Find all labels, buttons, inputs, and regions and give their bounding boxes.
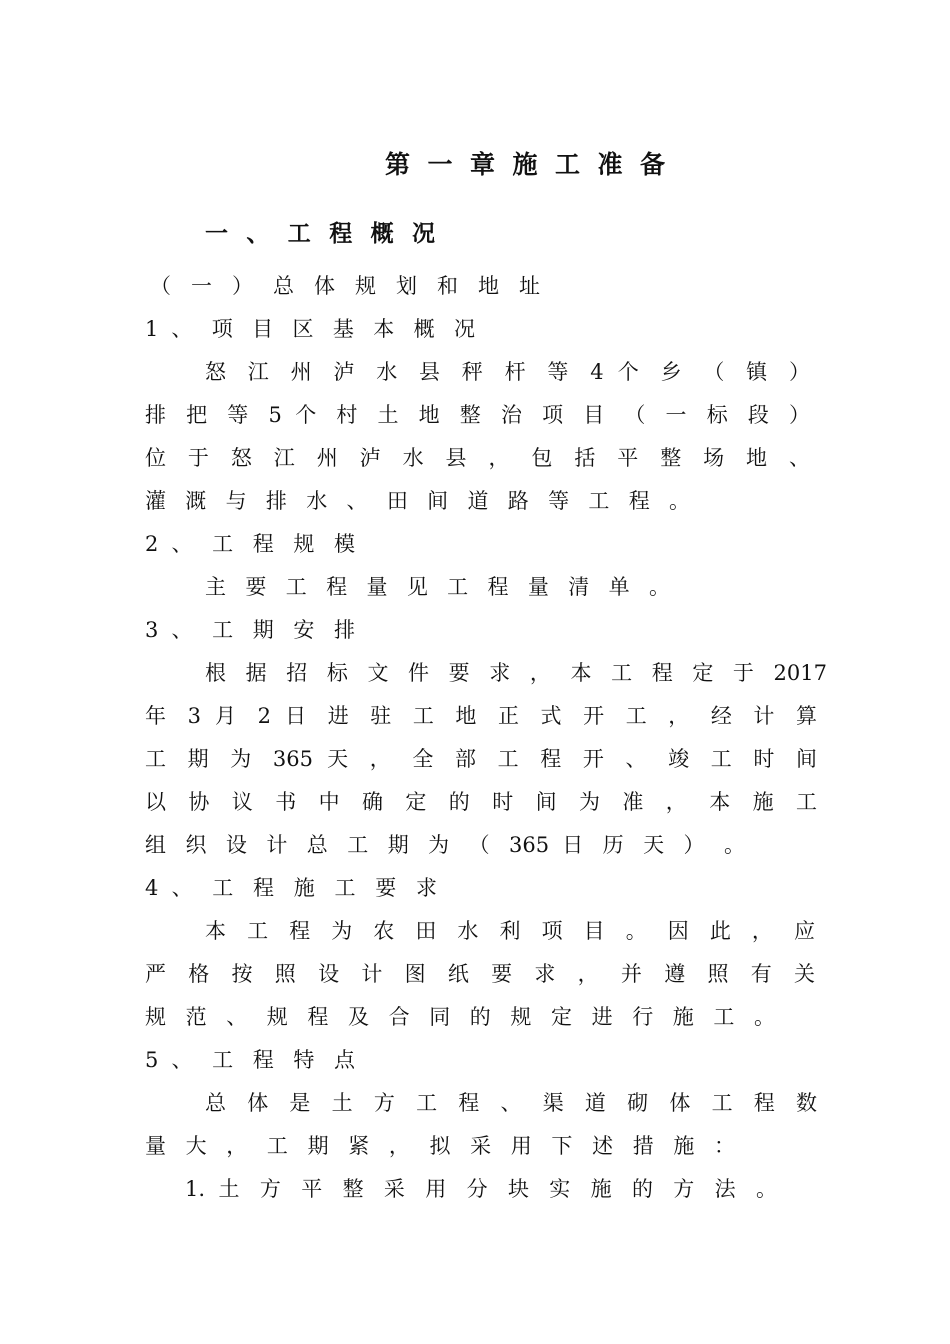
paragraph-line: 本 工 程 为 农 田 水 利 项 目 。 因 此 ， 应 bbox=[205, 919, 815, 943]
paragraph-line: 以 协 议 书 中 确 定 的 时 间 为 准 ， 本 施 工 bbox=[145, 790, 817, 814]
item-heading-4: 4 、 工 程 施 工 要 求 bbox=[145, 876, 437, 900]
item-heading-3: 3 、 工 期 安 排 bbox=[145, 618, 355, 642]
chapter-title: 第 一 章 施 工 准 备 bbox=[385, 150, 665, 179]
section-heading: 一 、 工 程 概 况 bbox=[205, 220, 435, 247]
paragraph-line: 位 于 怒 江 州 泸 水 县 ， 包 括 平 整 场 地 、 bbox=[145, 446, 810, 470]
list-item: 1. 土 方 平 整 采 用 分 块 实 施 的 方 法 。 bbox=[185, 1177, 777, 1201]
paragraph-line: 工 期 为 365 天 ， 全 部 工 程 开 、 竣 工 时 间 bbox=[145, 747, 817, 771]
paragraph-line: 严 格 按 照 设 计 图 纸 要 求 ， 并 遵 照 有 关 bbox=[145, 962, 815, 986]
item-heading-2: 2 、 工 程 规 模 bbox=[145, 532, 355, 556]
item-heading-5: 5 、 工 程 特 点 bbox=[145, 1048, 355, 1072]
paragraph-line: 主 要 工 程 量 见 工 程 量 清 单 。 bbox=[205, 575, 670, 599]
paragraph-line: 排 把 等 5 个 村 土 地 整 治 项 目 （ 一 标 段 ） bbox=[145, 403, 810, 427]
paragraph-line: 根 据 招 标 文 件 要 求 ， 本 工 程 定 于 2017 bbox=[205, 661, 827, 685]
paragraph-line: 年 3 月 2 日 进 驻 工 地 正 式 开 工 ， 经 计 算 bbox=[145, 704, 817, 728]
subsection-heading: （ 一 ） 总 体 规 划 和 地 址 bbox=[150, 274, 540, 298]
paragraph-line: 组 织 设 计 总 工 期 为 （ 365 日 历 天 ） 。 bbox=[145, 833, 745, 857]
paragraph-line: 怒 江 州 泸 水 县 秤 杆 等 4 个 乡 （ 镇 ） bbox=[205, 360, 810, 384]
paragraph-line: 灌 溉 与 排 水 、 田 间 道 路 等 工 程 。 bbox=[145, 489, 690, 513]
paragraph-line: 规 范 、 规 程 及 合 同 的 规 定 进 行 施 工 。 bbox=[145, 1005, 775, 1029]
paragraph-line: 总 体 是 土 方 工 程 、 渠 道 砌 体 工 程 数 bbox=[205, 1091, 817, 1115]
item-heading-1: 1 、 项 目 区 基 本 概 况 bbox=[145, 317, 475, 341]
paragraph-line: 量 大 ， 工 期 紧 ， 拟 采 用 下 述 措 施 ： bbox=[145, 1134, 735, 1158]
